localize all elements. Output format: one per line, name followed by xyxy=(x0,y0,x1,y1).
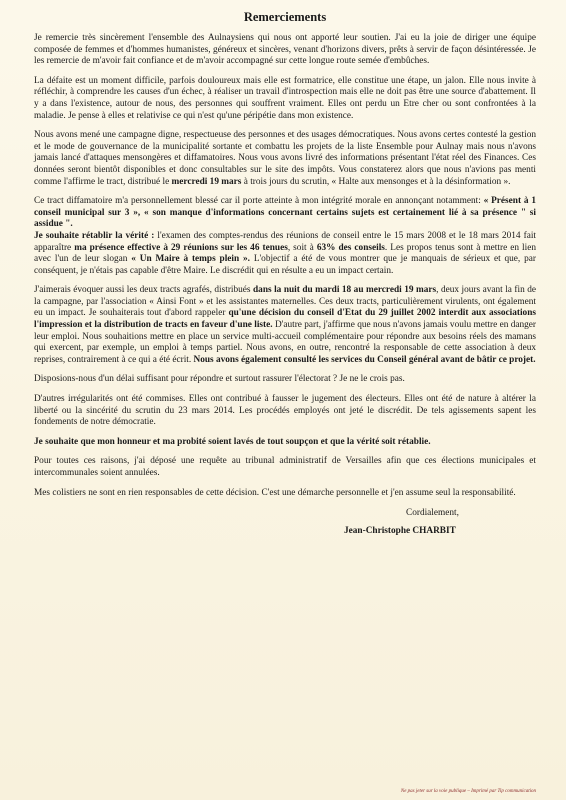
paragraph-tract-exam: l'examen des comptes-rendus des réunions de conseil entre le 15 mars 2008 et le 18 mars 2014 fait apparaître xyxy=(34,230,536,253)
paragraph-stapled-date: dans la nuit du mardi 18 au mercredi 19 mars xyxy=(253,285,437,296)
paragraph-honour-text: Je souhaite que mon honneur et ma probité soient lavés de tout soupçon et que la vérité soit rétablie. xyxy=(34,436,431,447)
paragraph-campaign-date: mercredi 19 mars xyxy=(171,176,242,187)
paragraph-tract-truth: Je souhaite rétablir la vérité : xyxy=(34,230,155,241)
paragraph-campaign-end: à trois jours du scrutin, « Halte aux mensonges et à la désinformation ». xyxy=(241,176,511,187)
paragraph-request: Pour toutes ces raisons, j'ai déposé une requête au tribunal administratif de Versailles afin que ces élections municipales et intercommunales soient annulées. xyxy=(34,456,536,478)
paragraph-stapled-decision: qu'une décision du conseil d'Etat du 29 juillet 2002 interdit aux associations l'impression et la distribution de tracts en faveur d'une liste. xyxy=(34,308,536,331)
print-footer: Ne pas jeter sur la voie publique – Imprimé par Tip communication xyxy=(400,789,536,794)
page-title: Remerciements xyxy=(243,10,327,24)
paragraph-stapled-rest: D'autre part, j'affirme que nous n'avons jamais voulu mettre en danger leur emploi. Nous souhaitions mettre en place un service multi-accueil complémentaire pour répondre aux besoins réels des mamans qui exercent, par exemple, un emploi à temps partiel. Nous avons, en outre, rencontré la responsable de cette association à deux reprises, contrairement à ce qui a été écrit. xyxy=(34,320,536,365)
paragraph-tract-end: L'objectif a été de vous montrer que je manquais de sérieux et que, par conséquent, je n'étais pas capable d'être Maire. Le discrédit qui en résulte a eu un impact certain. xyxy=(34,254,536,276)
paragraph-thanks: Je remercie très sincèrement l'ensemble des Aulnaysiens qui nous ont apporté leur soutien. J'ai eu la joie de diriger une équipe composée de femmes et d'hommes humanistes, généreux et sincères, venant d'horizons divers, prêts à servir de façon désintéressée. Je les remercie de m'avoir fait confiance et de m'avoir accompagné sur cette longue route semée d'embûches. xyxy=(34,33,536,67)
paragraph-irregularities: D'autres irrégularités ont été commises. Elles ont contribué à fausser le jugement des électeurs. Elles ont été de nature à altérer la liberté ou la sincérité du scrutin du 23 mars 2014. Les procédés employés ont jeté le discrédit. De tels agissements sapent les fondements de notre démocratie. xyxy=(34,394,536,428)
paragraph-tract-soit: , soit à xyxy=(287,242,317,253)
closing-salutation: Cordialement, xyxy=(406,508,459,519)
paragraph-tract-slogan-intro: . Les propos tenus sont à mettre en lien avec l'un de leur slogan xyxy=(34,242,536,265)
paragraph-colistiers: Mes colistiers ne sont en rien responsables de cette décision. C'est une démarche personnelle et j'en assume seul la responsabilité. xyxy=(34,487,516,498)
paragraph-tract-percent: 63% des conseils xyxy=(316,242,385,253)
paragraph-tract xyxy=(34,196,536,277)
paragraph-stapled-intro: J'aimerais évoquer aussi les deux tracts agrafés, distribués xyxy=(34,285,254,296)
paragraph-tract-quote: « Présent à 1 conseil municipal sur 3 », « son manque d'informations concernant certains sujets est certainement lié à sa présence " si assidue ". xyxy=(34,196,536,230)
paragraph-honour xyxy=(34,437,536,449)
paragraph-delay: Disposions-nous d'un délai suffisant pour répondre et surtout rassurer l'électorat ? Je ne le crois pas. xyxy=(34,374,405,385)
signature-name: Jean-Christophe CHARBIT xyxy=(344,526,456,537)
paragraph-stapled-consult: Nous avons également consulté les services du Conseil général avant de bâtir ce projet. xyxy=(193,354,536,365)
paragraph-defeat: La défaite est un moment difficile, parfois douloureux mais elle est formatrice, elle constitue une étape, un jalon. Elle nous invite à réfléchir, à comprendre les causes d'un échec, à réaliser un travail d'introspection mais elle ne doit pas être une source d'abattement. Il y a dans l'existence, autour de nous, des personnes qui souffrent vraiment. Elles ont perdu un Etre cher ou sont confrontées à la maladie. Je pense à elles et relativise ce qui n'est qu'une péripétie dans mon existence. xyxy=(34,75,536,121)
paragraph-tract-intro: Ce tract diffamatoire m'a personnellement blessé car il porte atteinte à mon intégrité morale en annonçant notamment: xyxy=(34,196,484,207)
paragraph-stapled-tracts xyxy=(34,285,536,366)
paragraph-tract-presence: ma présence effective à 29 réunions sur les 46 tenues xyxy=(74,242,288,253)
paragraph-tract-slogan: « Un Maire à temps plein ». xyxy=(131,254,250,265)
closing-block xyxy=(34,507,536,537)
paragraph-stapled-mid: , deux jours avant la fin de la campagne, par l'association « Ainsi Font » et les assistantes maternelles. Ces deux tracts, particulièrement virulents, ont également eu un impact. Je souhaiterais tout d'abord rappeler xyxy=(34,285,536,319)
paragraph-campaign xyxy=(34,130,536,188)
paragraph-campaign-text: Nous avons mené une campagne digne, respectueuse des personnes et des usages démocratiques. Nous avons certes contesté la gestion et le mode de gouvernance de la municipalité sortante et combattu les projets de la liste Ensemble pour Aulnay mais nous n'avons jamais lancé d'attaques mensongères et diffamatoires. Nous vous avons livré des informations présentant l'état réel des Finances. Ces données seront bientôt disponibles et donc consultables sur le site des impôts. Vous constaterez alors que nous n'avions pas menti comme l'affirme le tract, distribué le xyxy=(34,130,536,187)
